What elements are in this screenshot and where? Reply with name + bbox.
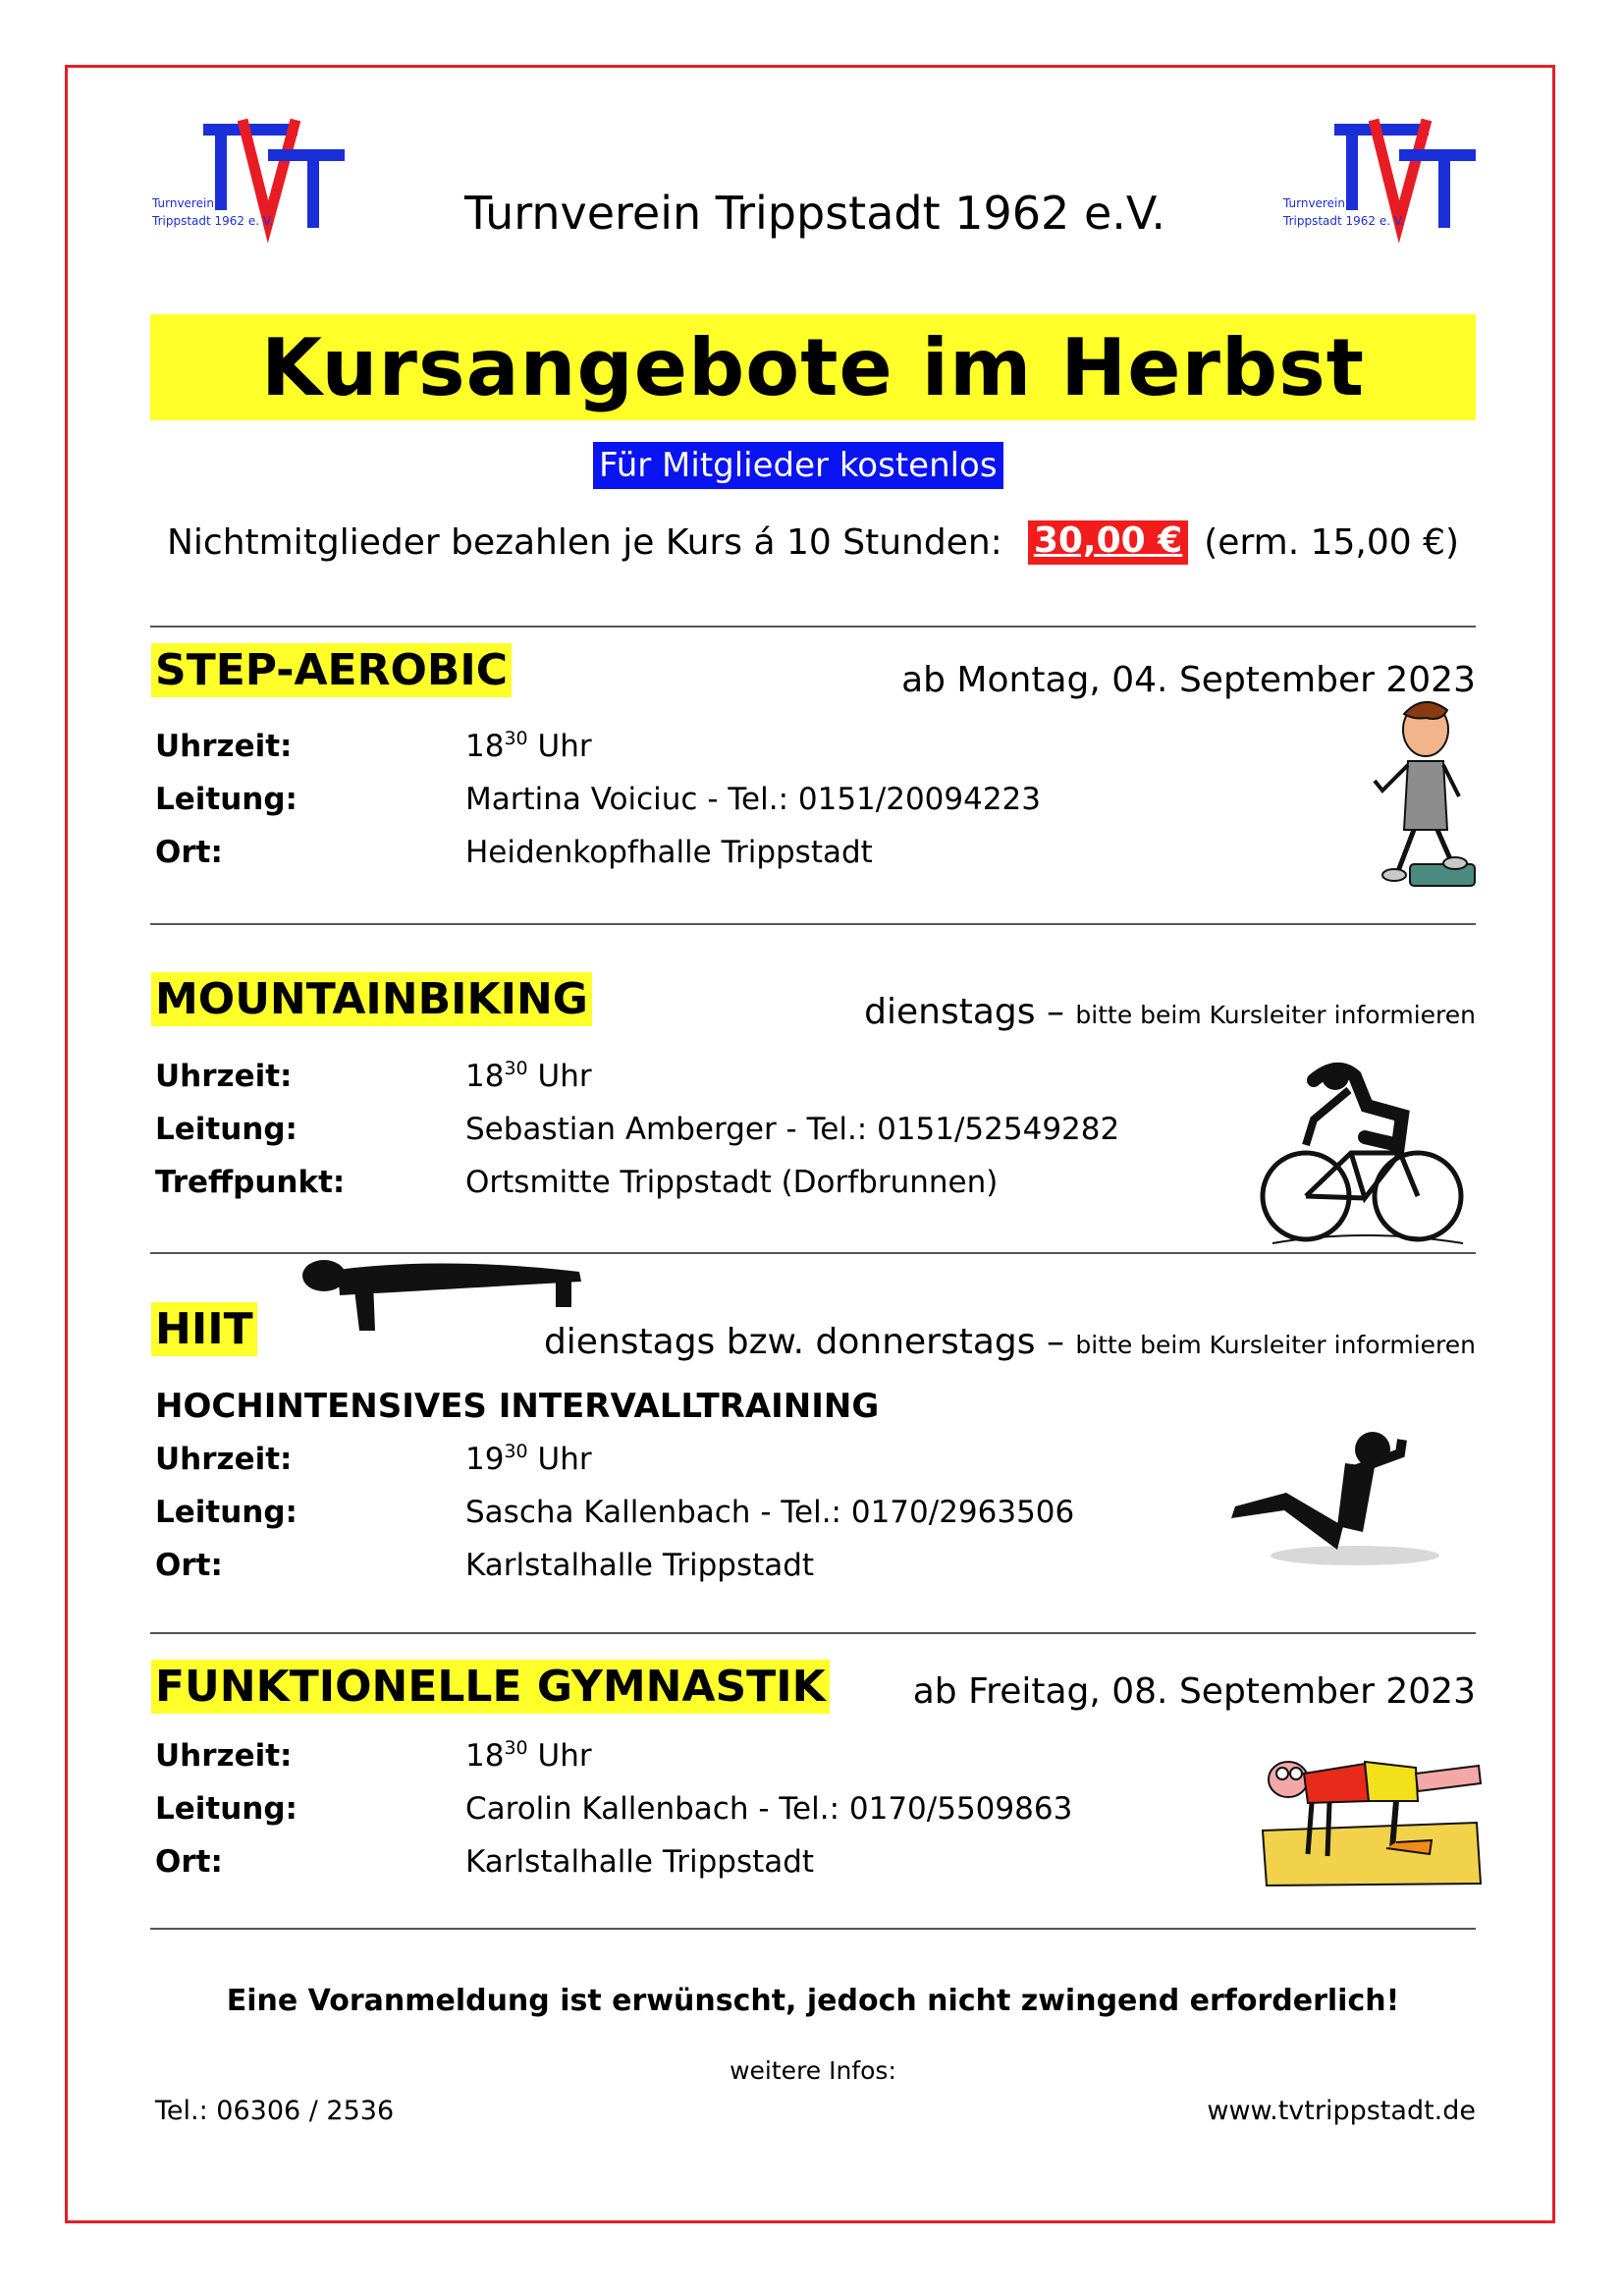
place-value: Karlstalhalle Trippstadt (465, 1844, 815, 1880)
mountainbike-illustration (1255, 1051, 1471, 1252)
course-title: HIIT (151, 1302, 257, 1356)
place-value: Karlstalhalle Trippstadt (465, 1548, 815, 1583)
course-date-text: ab Freitag, 08. September 2023 (912, 1671, 1476, 1712)
nonmember-fee-line (167, 520, 1459, 565)
fee-text: Nichtmitglieder bezahlen je Kurs á 10 Stunden: (167, 522, 1002, 563)
course-title-step-aerobic (151, 643, 512, 697)
time-label: Uhrzeit: (155, 1059, 293, 1094)
fee-price: 30,00 € (1028, 520, 1188, 565)
club-logo-right (1283, 116, 1480, 273)
course-title-gymnastik (151, 1660, 830, 1714)
logo-text-line2: Trippstadt 1962 e. V. (1283, 214, 1405, 228)
lead-value: Martina Voiciuc - Tel.: 0151/20094223 (465, 782, 1042, 817)
contact-phone: Tel.: 06306 / 2536 (155, 2096, 395, 2126)
time-minute: 30 (504, 1441, 528, 1462)
divider (150, 1632, 1476, 1634)
course-date (544, 1322, 1476, 1362)
step-aerobic-illustration (1365, 692, 1483, 894)
time-hour: 18 (465, 1059, 505, 1094)
course-date-note: bitte beim Kursleiter informieren (1075, 1331, 1476, 1359)
lead-label: Leitung: (155, 1495, 298, 1530)
lead-label: Leitung: (155, 1112, 298, 1147)
divider (150, 923, 1476, 925)
time-hour: 18 (465, 729, 505, 764)
club-name: Turnverein Trippstadt 1962 e.V. (463, 187, 1166, 240)
time-value (465, 1738, 592, 1774)
time-unit: Uhr (537, 729, 592, 764)
lead-label: Leitung: (155, 1791, 298, 1827)
meeting-point-value: Ortsmitte Trippstadt (Dorfbrunnen) (465, 1165, 999, 1200)
time-hour: 19 (465, 1442, 505, 1477)
divider (150, 626, 1476, 628)
time-unit: Uhr (537, 1059, 592, 1094)
place-label: Ort: (155, 835, 223, 870)
lead-value: Sebastian Amberger - Tel.: 0151/52549282 (465, 1112, 1120, 1147)
headline-banner (150, 314, 1476, 420)
lead-label: Leitung: (155, 782, 298, 817)
lead-value: Sascha Kallenbach - Tel.: 0170/2963506 (465, 1495, 1075, 1530)
fee-reduced: (erm. 15,00 €) (1204, 522, 1460, 563)
course-title: STEP-AEROBIC (151, 643, 512, 697)
logo-text-line2: Trippstadt 1962 e. V. (152, 214, 274, 228)
time-unit: Uhr (537, 1442, 592, 1477)
time-label: Uhrzeit: (155, 729, 293, 764)
situp-silhouette-illustration (1227, 1424, 1443, 1571)
time-minute: 30 (504, 728, 528, 749)
time-hour: 18 (465, 1738, 505, 1774)
registration-note: Eine Voranmeldung ist erwünscht, jedoch nicht zwingend erforderlich! (226, 1984, 1400, 2018)
time-minute: 30 (504, 1737, 528, 1759)
members-free-note: Für Mitglieder kostenlos (593, 442, 1003, 489)
place-label: Ort: (155, 1844, 223, 1880)
divider (150, 1928, 1476, 1930)
logo-text-line1: Turnverein (152, 196, 214, 210)
time-unit: Uhr (537, 1738, 592, 1774)
time-value (465, 729, 592, 764)
headline: Kursangebote im Herbst (260, 321, 1366, 413)
course-date-text: dienstags – (864, 992, 1064, 1032)
club-logo-left (152, 116, 349, 273)
course-title: FUNKTIONELLE GYMNASTIK (151, 1660, 830, 1714)
place-value: Heidenkopfhalle Trippstadt (465, 835, 873, 870)
logo-text-line1: Turnverein (1283, 196, 1345, 210)
course-date-note: bitte beim Kursleiter informieren (1075, 1001, 1476, 1029)
lead-value: Carolin Kallenbach - Tel.: 0170/5509863 (465, 1791, 1073, 1827)
time-value (465, 1442, 592, 1477)
meeting-point-label: Treffpunkt: (155, 1165, 346, 1200)
place-label: Ort: (155, 1548, 223, 1583)
course-date (913, 1671, 1476, 1712)
time-minute: 30 (504, 1058, 528, 1079)
course-date-text: ab Montag, 04. September 2023 (901, 660, 1476, 700)
course-title-mountainbiking (151, 972, 592, 1026)
more-info-label: weitere Infos: (730, 2056, 896, 2085)
course-title-hiit (151, 1302, 257, 1356)
course-date-text: dienstags bzw. donnerstags – (543, 1322, 1064, 1362)
time-label: Uhrzeit: (155, 1442, 293, 1477)
website-link[interactable]: www.tvtrippstadt.de (1207, 2096, 1476, 2126)
gymnastics-illustration (1259, 1746, 1485, 1888)
course-title: MOUNTAINBIKING (151, 972, 592, 1026)
course-subtitle: HOCHINTENSIVES INTERVALLTRAINING (155, 1387, 880, 1426)
time-value (465, 1059, 592, 1094)
time-label: Uhrzeit: (155, 1738, 293, 1774)
course-date (864, 992, 1476, 1032)
